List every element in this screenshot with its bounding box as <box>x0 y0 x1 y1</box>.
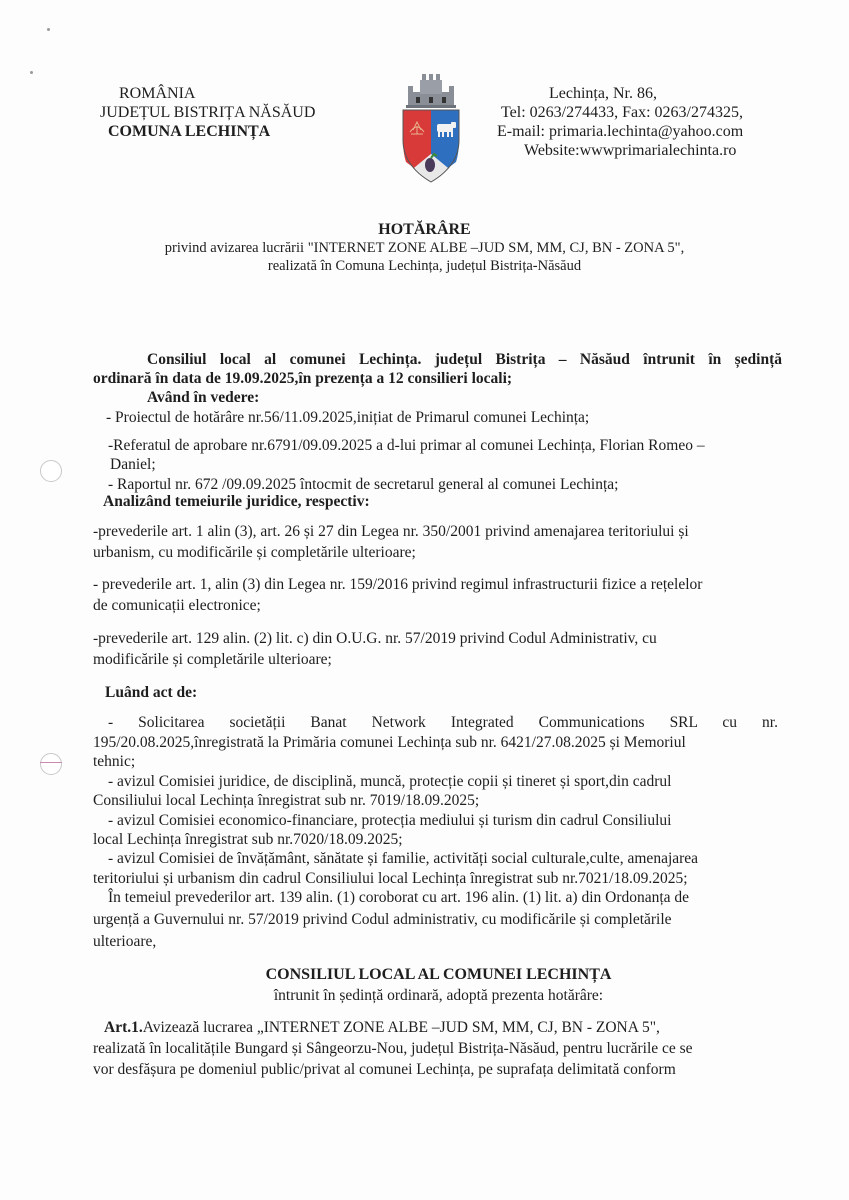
mural-crown-icon <box>406 74 456 108</box>
having-item: Daniel; <box>110 456 156 473</box>
having-heading: Având în vedere: <box>147 389 260 406</box>
having-item: -Referatul de aprobare nr.6791/09.09.2025 a d-lui primar al comunei Lechința, Florian Romeo – <box>108 437 705 454</box>
website-link[interactable]: Website:wwwprimarialechinta.ro <box>524 142 737 159</box>
punch-hole-mark <box>40 460 62 482</box>
scan-dot <box>30 71 33 74</box>
legal-item: -prevederile art. 129 alin. (2) lit. c) din O.U.G. nr. 57/2019 privind Codul Administrativ, cu <box>93 630 657 647</box>
noting-item: - avizul Comisiei juridice, de disciplină, muncă, protecție copii și tineret și sport,din cadrul <box>108 773 672 790</box>
noting-heading: Luând act de: <box>105 684 198 701</box>
email-link[interactable]: E-mail: primaria.lechinta@yahoo.com <box>497 123 744 140</box>
noting-item: urgență a Guvernului nr. 57/2019 privind Codul administrativ, cu modificările și completările <box>93 911 672 928</box>
intro-line-1: Consiliul local al comunei Lechința. județul Bistrița – Năsăud întrunit în ședință <box>147 351 782 368</box>
address-label: Lechința, Nr. 86, <box>549 85 657 102</box>
legal-item: - prevederile art. 1, alin (3) din Legea nr. 159/2016 privind regimul infrastructurii fizice a rețelelor <box>93 576 703 593</box>
noting-item: local Lechința înregistrat sub nr.7020/18.09.2025; <box>93 831 403 848</box>
article-1-label: Art.1. <box>104 1019 143 1036</box>
coat-of-arms-icon <box>396 68 466 188</box>
article-1-text: Avizează lucrarea „INTERNET ZONE ALBE –JUD SM, MM, CJ, BN - ZONA 5", <box>142 1019 660 1036</box>
punch-hole-mark <box>40 753 62 775</box>
analyzing-heading: Analizând temeiurile juridice, respectiv: <box>103 493 370 510</box>
commune-label: COMUNA LECHINȚA <box>108 123 271 140</box>
document-title: HOTĂRÂRE <box>378 221 471 238</box>
having-item: - Proiectul de hotărâre nr.56/11.09.2025,inițiat de Primarul comunei Lechința; <box>106 409 590 426</box>
legal-item: urbanism, cu modificările și completările ulterioare; <box>93 544 416 561</box>
article-1-line-1 <box>104 1019 660 1037</box>
country-label: ROMÂNIA <box>119 85 196 102</box>
council-heading: CONSILIUL LOCAL AL COMUNEI LECHINȚA <box>265 966 612 983</box>
contact-block <box>497 84 743 160</box>
noting-item: ulterioare, <box>93 933 157 950</box>
margin-line-mark <box>40 762 62 763</box>
council-subheading: întrunit în ședință ordinară, adoptă prezenta hotărâre: <box>273 987 604 1004</box>
intro-line-2: ordinară în data de 19.09.2025,în prezența a 12 consilieri locali; <box>93 370 513 387</box>
having-item: - Raportul nr. 672 /09.09.2025 întocmit de secretarul general al comunei Lechința; <box>108 476 619 493</box>
document-subtitle-line-2: realizată în Comuna Lechința, județul Bistrița-Năsăud <box>267 258 582 274</box>
noting-item: 195/20.08.2025,înregistrată la Primăria comunei Lechința sub nr. 6421/27.08.2025 și Memoriul <box>93 734 686 751</box>
legal-item: de comunicații electronice; <box>93 597 261 614</box>
article-1-line-2: realizată în localitățile Bungard și Sângeorzu-Nou, județul Bistrița-Năsăud, pentru lucrările ce se <box>93 1040 693 1057</box>
article-1-line-3: vor desfășura pe domeniul public/privat al comunei Lechința, pe suprafața delimitată conform <box>93 1061 676 1078</box>
noting-item: - Solicitarea societății Banat Network Integrated Communications SRL cu nr. <box>108 714 778 731</box>
noting-item: - avizul Comisiei economico-financiare, protecția mediului și turism din cadrul Consiliului <box>108 812 672 829</box>
scan-dot <box>47 28 50 31</box>
noting-item: - avizul Comisiei de învățământ, sănătate și familie, activități social culturale,culte, amenajarea <box>108 850 699 867</box>
legal-item: modificările și completările ulterioare; <box>93 651 332 668</box>
issuer-block <box>100 84 315 141</box>
phone-fax-label: Tel: 0263/274433, Fax: 0263/274325, <box>501 104 743 121</box>
county-label: JUDEȚUL BISTRIȚA NĂSĂUD <box>100 104 316 121</box>
document-subtitle-line-1: privind avizarea lucrării "INTERNET ZONE ALBE –JUD SM, MM, CJ, BN - ZONA 5", <box>164 240 685 256</box>
noting-item: teritoriului și urbanism din cadrul Consiliului local Lechința înregistrat sub nr.7021/18.09.2025; <box>93 870 688 887</box>
noting-item: În temeiul prevederilor art. 139 alin. (1) coroborat cu art. 196 alin. (1) lit. a) din Ordonanța de <box>108 889 690 906</box>
noting-item: tehnic; <box>93 753 136 770</box>
noting-item: Consiliului local Lechința înregistrat sub nr. 7019/18.09.2025; <box>93 792 480 809</box>
legal-item: -prevederile art. 1 alin (3), art. 26 și 27 din Legea nr. 350/2001 privind amenajarea teritoriului și <box>93 523 689 540</box>
